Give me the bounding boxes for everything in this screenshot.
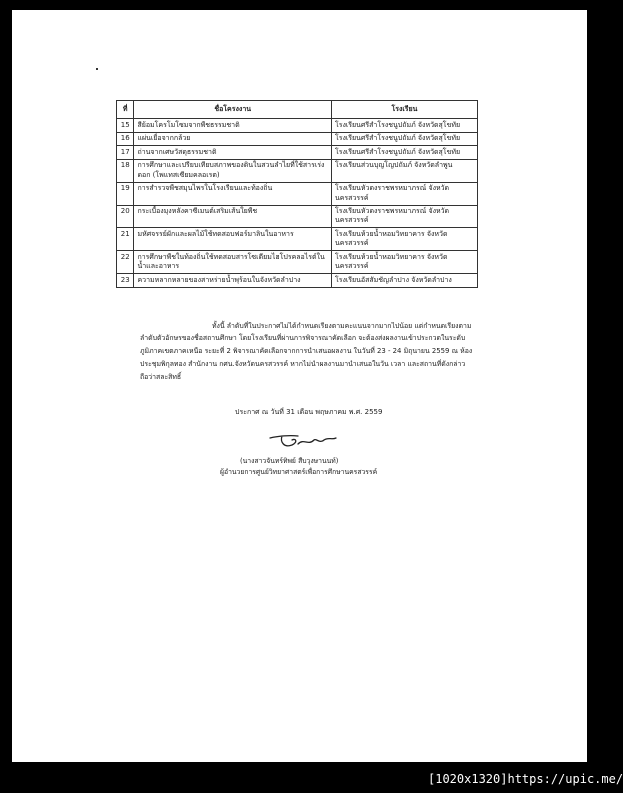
row-no: 20 xyxy=(117,205,134,228)
table-header-row xyxy=(117,101,478,119)
row-school: โรงเรียนหัวดงราชพรหมาภรณ์ จังหวัดนครสวรรค์ xyxy=(331,182,477,205)
table-row xyxy=(117,159,478,182)
table-row xyxy=(117,274,478,287)
scan-speck xyxy=(96,68,98,70)
row-no: 22 xyxy=(117,251,134,274)
header-project: ชื่อโครงงาน xyxy=(134,101,331,119)
table-row xyxy=(117,251,478,274)
row-project: การศึกษาพืชในท้องถิ่นใช้ทดสอบสารโซเดียมไฮโปรคลอไรต์ในน้ำและอาหาร xyxy=(134,251,331,274)
watermark-text: [1020x1320]https://upic.me/ xyxy=(428,772,623,786)
projects-table xyxy=(116,100,478,288)
table-row xyxy=(117,146,478,159)
row-project: มหัศจรรย์ผักและผลไม้ใช้ทดสอบฟอร์มาลินในอาหาร xyxy=(134,228,331,251)
row-project: การศึกษาและเปรียบเทียบสภาพของดินในสวนลำไยที่ใช้สารเร่งดอก (โพแทสเซียมคลอเรต) xyxy=(134,159,331,182)
document-body xyxy=(100,100,475,478)
body-paragraph: ทั้งนี้ ลำดับที่ในประกาศไม่ได้กำหนดเรียงตามคะแนนจากมากไปน้อย แต่กำหนดเรียงตามลำดับตัวอักษรของชื่อสถานศึกษา โดยโรงเรียนที่ผ่านการพิจารณาคัดเลือก จะต้องส่งผลงานเข้าประกวดในระดับภูมิภาคเขตภาคเหนือ ระยะที่ 2 พิจารณาคัดเลือกจากการนำเสนอผลงาน ในวันที่ 23 - 24 มิถุนายน 2559 ณ ห้องประชุมพิกุลทอง สำนักงาน กศน.จังหวัดนครสวรรค์ หากไม่นำผลงานมานำเสนอในวัน เวลา และสถานที่ดังกล่าว ถือว่าสละสิทธิ์ xyxy=(140,321,473,381)
row-no: 16 xyxy=(117,132,134,145)
signer-title: ผู้อำนวยการศูนย์วิทยาศาสตร์เพื่อการศึกษานครสวรรค์ xyxy=(220,468,378,477)
table-row xyxy=(117,228,478,251)
header-school: โรงเรียน xyxy=(331,101,477,119)
row-school: โรงเรียนห้วยน้ำหอมวิทยาคาร จังหวัดนครสวรรค์ xyxy=(331,251,477,274)
row-no: 19 xyxy=(117,182,134,205)
row-school: โรงเรียนอัสสัมชัญลำปาง จังหวัดลำปาง xyxy=(331,274,477,287)
row-no: 17 xyxy=(117,146,134,159)
row-project: สีย้อมโครโมโซมจากพืชธรรมชาติ xyxy=(134,119,331,132)
signer-name: (นางสาวจันทร์ทิพย์ สืบวุงษานนท์) xyxy=(240,457,339,466)
row-no: 18 xyxy=(117,159,134,182)
row-no: 21 xyxy=(117,228,134,251)
signature xyxy=(268,430,338,452)
table-row xyxy=(117,132,478,145)
row-project: กระเบื้องมุงหลังคาซีเมนต์เสริมเส้นใยพืช xyxy=(134,205,331,228)
header-no: ที่ xyxy=(117,101,134,119)
table-row xyxy=(117,205,478,228)
row-no: 23 xyxy=(117,274,134,287)
row-school: โรงเรียนส่วนบุญโญปถัมภ์ จังหวัดลำพูน xyxy=(331,159,477,182)
row-project: ความหลากหลายของสาหร่ายน้ำพุร้อนในจังหวัดลำปาง xyxy=(134,274,331,287)
row-no: 15 xyxy=(117,119,134,132)
row-school: โรงเรียนศรีสำโรงชนูปถัมภ์ จังหวัดสุโขทัย xyxy=(331,132,477,145)
row-project: การสำรวจพืชสมุนไพรในโรงเรียนและท้องถิ่น xyxy=(134,182,331,205)
row-school: โรงเรียนหัวดงราชพรหมาภรณ์ จังหวัดนครสวรรค์ xyxy=(331,205,477,228)
row-school: โรงเรียนศรีสำโรงชนูปถัมภ์ จังหวัดสุโขทัย xyxy=(331,119,477,132)
table-row xyxy=(117,119,478,132)
row-school: โรงเรียนห้วยน้ำหอมวิทยาคาร จังหวัดนครสวรรค์ xyxy=(331,228,477,251)
signer-block xyxy=(220,456,475,478)
row-school: โรงเรียนศรีสำโรงชนูปถัมภ์ จังหวัดสุโขทัย xyxy=(331,146,477,159)
row-project: แผ่นเยื่อจากกล้วย xyxy=(134,132,331,145)
row-project: ถ่านจากเศษวัสดุธรรมชาติ xyxy=(134,146,331,159)
table-row xyxy=(117,182,478,205)
announcement-date: ประกาศ ณ วันที่ 31 เดือน พฤษภาคม พ.ศ. 2559 xyxy=(235,408,383,417)
